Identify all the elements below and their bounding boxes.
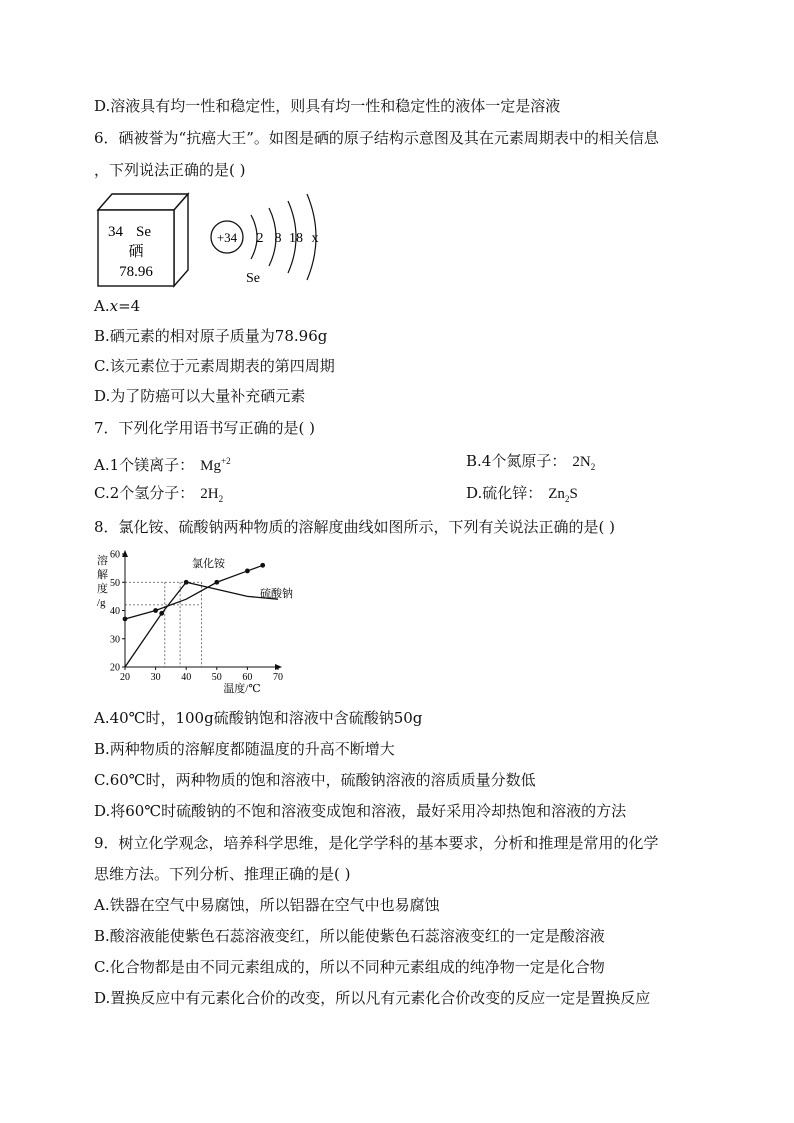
- shell-electrons: 18: [289, 231, 303, 246]
- q8-option-c: C.60℃时，两种物质的饱和溶液中，硫酸钠溶液的溶质质量分数低: [94, 771, 536, 789]
- q6-option-c: C.该元素位于元素周期表的第四周期: [94, 357, 335, 375]
- q7-stem: 7．下列化学用语书写正确的是( ): [94, 419, 316, 437]
- card-atomic-mass: 78.96: [119, 264, 153, 280]
- shell-electrons: x: [311, 231, 319, 246]
- x-tick-label: 30: [150, 672, 161, 683]
- q6-stem-line2: ，下列说法正确的是( ): [94, 161, 246, 179]
- y-axis-label: 度: [97, 583, 108, 595]
- q6-option-b: B.硒元素的相对原子质量为78.96g: [94, 327, 328, 345]
- data-point: [123, 617, 128, 622]
- nucleus-charge: +34: [216, 230, 238, 245]
- selenium-atom-diagram: [205, 190, 335, 290]
- x-tick-label: 60: [242, 672, 253, 683]
- legend-sodium-sulfate: 硫酸钠: [260, 588, 293, 600]
- q7-option-b: B.4个氮原子： $2N_2$: [466, 452, 596, 472]
- x-axis-label: 温度/℃: [223, 683, 261, 695]
- legend-ammonium-chloride: 氯化铵: [192, 558, 225, 570]
- shell-electrons: 2: [256, 231, 264, 246]
- data-point: [245, 569, 250, 574]
- q7-option-a: A.1个镁离子： $Mg^{+2}$: [94, 456, 231, 474]
- q9-stem-line2: 思维方法。下列分析、推理正确的是( ): [94, 865, 351, 883]
- q8-option-b: B.两种物质的溶解度都随温度的升高不断增大: [94, 740, 395, 758]
- x-tick-label: 50: [211, 672, 222, 683]
- q6-option-d: D.为了防癌可以大量补充硒元素: [94, 387, 306, 405]
- y-tick-label: 60: [110, 549, 120, 561]
- q9-stem-line1: 9．树立化学观念，培养科学思维，是化学学科的基本要求，分析和推理是常用的化学: [94, 834, 659, 852]
- q9-option-a: A.铁器在空气中易腐蚀，所以铝器在空气中也易腐蚀: [94, 896, 440, 914]
- atom-symbol: Se: [246, 271, 260, 286]
- y-tick-label: 20: [110, 662, 120, 674]
- q5-option-d: D.溶液具有均一性和稳定性，则具有均一性和稳定性的液体一定是溶液: [94, 97, 561, 115]
- y-axis-label: /g: [97, 597, 106, 609]
- card-atomic-number: 34: [108, 224, 123, 240]
- q6-stem-line1: 6．硒被誉为“抗癌大王”。如图是硒的原子结构示意图及其在元素周期表中的相关信息: [94, 129, 659, 147]
- y-tick-label: 50: [110, 577, 120, 589]
- x-tick-label: 40: [181, 672, 192, 683]
- q7-option-c: C.2个氢分子： $2H_2$: [94, 484, 224, 504]
- selenium-element-card: [94, 192, 192, 288]
- q8-option-d: D.将60℃时硫酸钠的不饱和溶液变成饱和溶液，最好采用冷却热饱和溶液的方法: [94, 802, 627, 820]
- data-point: [159, 611, 164, 616]
- q8-option-a: A.40℃时，100g硫酸钠饱和溶液中含硫酸钠50g: [94, 709, 423, 727]
- data-point: [260, 563, 265, 568]
- q8-stem: 8．氯化铵、硫酸钠两种物质的溶解度曲线如图所示，下列有关说法正确的是( ): [94, 518, 616, 536]
- card-element-name: 硒: [128, 244, 144, 260]
- x-tick-label: 70: [273, 672, 283, 683]
- x-tick-label: 20: [120, 672, 130, 683]
- ammonium-chloride-curve: [125, 565, 263, 619]
- y-tick-label: 30: [110, 634, 120, 646]
- y-tick-label: 40: [110, 606, 120, 617]
- data-point: [153, 608, 158, 613]
- q9-option-b: B.酸溶液能使紫色石蕊溶液变红，所以能使紫色石蕊溶液变红的一定是酸溶液: [94, 927, 605, 945]
- q6-option-a: A.x=4: [94, 297, 141, 315]
- q9-option-c: C.化合物都是由不同元素组成的，所以不同种元素组成的纯净物一定是化合物: [94, 958, 605, 976]
- data-point: [214, 580, 219, 585]
- y-axis-label: 解: [97, 569, 108, 581]
- q7-options-row1: [94, 451, 694, 476]
- q7-option-d: D.硫化锌： $Zn_2S$: [466, 484, 578, 504]
- q7-options-row2: [94, 483, 694, 509]
- q9-option-d: D.置换反应中有元素化合价的改变，所以凡有元素化合价改变的反应一定是置换反应: [94, 989, 651, 1007]
- shell-electrons: 8: [274, 231, 282, 246]
- card-symbol: Se: [136, 224, 151, 240]
- solubility-chart: [92, 546, 312, 698]
- data-point: [184, 580, 189, 585]
- y-axis-label: 溶: [97, 555, 108, 567]
